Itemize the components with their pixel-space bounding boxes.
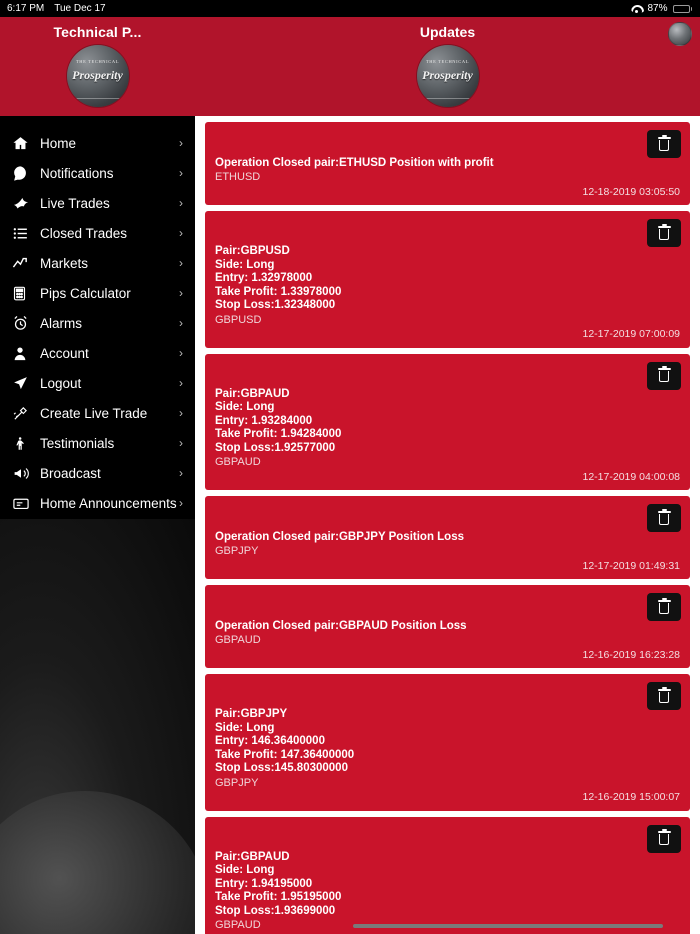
- main-header: [195, 17, 700, 116]
- sidebar-item-broadcast[interactable]: [0, 458, 195, 488]
- update-detail-line: Pair:GBPUSD: [215, 245, 290, 257]
- calculator-icon: [12, 285, 38, 302]
- chevron-right-icon: ›: [179, 226, 183, 240]
- sidebar-title: Technical P...: [53, 24, 142, 40]
- battery-icon: [673, 5, 693, 13]
- trash-icon: [658, 368, 671, 383]
- status-date: Tue Dec 17: [54, 3, 106, 14]
- person-walking-icon: [12, 435, 38, 452]
- update-detail-line: Pair:GBPAUD: [215, 387, 290, 400]
- chart-line-icon: [12, 255, 38, 272]
- update-detail-line: Take Profit: 147.36400000: [215, 748, 355, 761]
- sidebar-item-account[interactable]: [0, 338, 195, 368]
- sidebar-logo-main-text: Prosperity: [72, 68, 123, 82]
- main-logo-main-text: Prosperity: [422, 68, 473, 82]
- update-detail-line: Entry: 1.32978000: [215, 272, 313, 284]
- update-timestamp: 12-17-2019 07:00:09: [582, 328, 680, 340]
- update-detail-lines: [215, 708, 680, 776]
- chevron-right-icon: ›: [179, 286, 183, 300]
- update-symbol: ETHUSD: [215, 171, 261, 183]
- sidebar-item-label: Create Live Trade: [40, 405, 148, 421]
- trash-icon: [658, 511, 671, 526]
- update-body: [215, 619, 680, 662]
- send-icon: [12, 375, 38, 392]
- sidebar-item-label: Account: [40, 345, 89, 361]
- trash-icon: [658, 689, 671, 704]
- sidebar-item-label: Pips Calculator: [40, 285, 131, 301]
- main-logo-top-text: THE TECHNICAL: [425, 59, 470, 64]
- updates-list[interactable]: [195, 116, 700, 934]
- delete-update-button[interactable]: [647, 593, 681, 621]
- delete-update-button[interactable]: [647, 362, 681, 390]
- status-time: 6:17 PM: [7, 3, 45, 14]
- main-logo: [417, 45, 479, 107]
- sidebar-item-label: Notifications: [40, 165, 114, 181]
- sidebar-item-label: Testimonials: [40, 435, 115, 451]
- update-body: [215, 530, 680, 573]
- update-detail-line: Stop Loss:1.92577000: [215, 441, 336, 454]
- update-card[interactable]: [205, 674, 690, 811]
- page-title: Updates: [419, 24, 476, 40]
- update-body: [215, 851, 680, 933]
- update-symbol: GBPAUD: [215, 456, 261, 468]
- update-card[interactable]: [205, 122, 690, 205]
- trash-icon: [658, 831, 671, 846]
- sidebar-item-label: Live Trades: [40, 195, 110, 211]
- delete-update-button[interactable]: [647, 682, 681, 710]
- sidebar-item-markets[interactable]: [0, 248, 195, 278]
- update-timestamp: 12-17-2019 04:00:08: [582, 470, 680, 483]
- chevron-right-icon: ›: [179, 496, 183, 510]
- update-body: [215, 245, 680, 342]
- home-icon: [12, 135, 38, 152]
- sidebar-item-alarms[interactable]: [0, 308, 195, 338]
- sidebar-item-label: Markets: [40, 255, 89, 271]
- chevron-right-icon: ›: [179, 406, 183, 420]
- sidebar-background-image: [0, 519, 195, 934]
- chevron-right-icon: ›: [179, 136, 183, 150]
- wifi-icon: [631, 4, 642, 13]
- update-detail-line: Take Profit: 1.94284000: [215, 428, 342, 440]
- update-body: [215, 156, 680, 199]
- sidebar: [0, 17, 195, 934]
- sidebar-item-label: Home Announcements: [40, 495, 177, 511]
- sidebar-item-closed-trades[interactable]: [0, 218, 195, 248]
- update-detail-line: Entry: 1.93284000: [215, 414, 313, 427]
- trash-icon: [658, 600, 671, 615]
- trash-icon: [658, 226, 671, 241]
- create-trade-icon: [12, 405, 38, 422]
- announcement-icon: [12, 495, 38, 512]
- update-detail-lines: [215, 851, 680, 919]
- update-card[interactable]: [205, 817, 690, 934]
- update-detail-line: Stop Loss:145.80300000: [215, 762, 348, 774]
- update-detail-line: Side: Long: [215, 721, 275, 734]
- sidebar-item-label: Broadcast: [40, 465, 101, 481]
- update-detail-lines: [215, 245, 680, 313]
- update-detail-line: Take Profit: 1.95195000: [215, 891, 342, 903]
- sidebar-item-home[interactable]: [0, 128, 195, 158]
- chevron-right-icon: ›: [179, 256, 183, 270]
- sidebar-item-pips-calculator[interactable]: [0, 278, 195, 308]
- user-icon: [12, 345, 38, 362]
- update-detail-line: Stop Loss:1.32348000: [215, 299, 336, 311]
- horizontal-scrollbar[interactable]: [353, 924, 663, 928]
- delete-update-button[interactable]: [647, 504, 681, 532]
- update-timestamp: 12-16-2019 16:23:28: [582, 648, 680, 661]
- update-detail-line: Pair:GBPJPY: [215, 708, 288, 720]
- sidebar-logo: [67, 45, 129, 107]
- battery-percent-label: 87%: [647, 3, 668, 14]
- status-bar: [0, 0, 700, 17]
- delete-update-button[interactable]: [647, 219, 681, 247]
- broadcast-icon: [12, 465, 38, 482]
- update-symbol: GBPJPY: [215, 545, 259, 557]
- sidebar-item-live-trades[interactable]: [0, 188, 195, 218]
- update-card[interactable]: [205, 211, 690, 348]
- sidebar-item-notifications[interactable]: [0, 158, 195, 188]
- sidebar-header: [0, 17, 195, 116]
- trash-icon: [658, 137, 671, 152]
- update-detail-line: Side: Long: [215, 258, 275, 271]
- sidebar-item-logout[interactable]: [0, 368, 195, 398]
- main-panel: [195, 17, 700, 934]
- update-detail-line: Pair:GBPAUD: [215, 850, 290, 863]
- chevron-right-icon: ›: [179, 466, 183, 480]
- sidebar-item-label: Logout: [40, 375, 82, 391]
- list-icon: [12, 225, 38, 242]
- update-title: Operation Closed pair:GBPAUD Position Loss: [215, 620, 467, 632]
- chevron-right-icon: ›: [179, 196, 183, 210]
- sidebar-item-home-announcements[interactable]: [0, 488, 195, 518]
- update-symbol: GBPAUD: [215, 919, 261, 931]
- chevron-right-icon: ›: [179, 346, 183, 360]
- update-body: [215, 708, 680, 805]
- status-bar-left: [0, 3, 106, 14]
- chevron-right-icon: ›: [179, 166, 183, 180]
- chevron-right-icon: ›: [179, 436, 183, 450]
- notification-bell-icon: [12, 165, 38, 182]
- update-symbol: GBPAUD: [215, 634, 261, 646]
- delete-update-button[interactable]: [647, 825, 681, 853]
- update-detail-line: Stop Loss:1.93699000: [215, 904, 336, 917]
- update-timestamp: 12-16-2019 15:00:07: [582, 791, 680, 803]
- update-card[interactable]: [205, 496, 690, 579]
- avatar[interactable]: [668, 22, 692, 46]
- delete-update-button[interactable]: [647, 130, 681, 158]
- update-detail-line: Side: Long: [215, 401, 275, 413]
- update-card[interactable]: [205, 585, 690, 668]
- update-title: Operation Closed pair:GBPJPY Position Loss: [215, 531, 465, 543]
- sidebar-item-label: Home: [40, 135, 77, 151]
- chevron-right-icon: ›: [179, 316, 183, 330]
- update-timestamp: 12-17-2019 01:49:31: [582, 559, 680, 572]
- sidebar-logo-top-text: THE TECHNICAL: [75, 59, 120, 64]
- sidebar-item-testimonials[interactable]: [0, 428, 195, 458]
- update-timestamp: 12-18-2019 03:05:50: [582, 185, 680, 198]
- sidebar-menu: [0, 116, 195, 519]
- update-detail-line: Entry: 146.36400000: [215, 735, 325, 747]
- update-symbol: GBPJPY: [215, 776, 259, 789]
- sidebar-item-label: Alarms: [40, 315, 83, 331]
- alarm-clock-icon: [12, 315, 38, 332]
- live-trades-icon: [12, 195, 38, 212]
- update-title: Operation Closed pair:ETHUSD Position with profit: [215, 157, 494, 169]
- update-detail-line: Entry: 1.94195000: [215, 877, 313, 890]
- update-body: [215, 388, 680, 485]
- status-bar-right: [631, 3, 700, 14]
- update-detail-line: Side: Long: [215, 864, 275, 876]
- update-detail-line: Take Profit: 1.33978000: [215, 285, 342, 298]
- update-detail-lines: [215, 388, 680, 456]
- update-symbol: GBPUSD: [215, 313, 262, 326]
- chevron-right-icon: ›: [179, 376, 183, 390]
- update-card[interactable]: [205, 354, 690, 491]
- sidebar-item-label: Closed Trades: [40, 225, 128, 241]
- sidebar-item-create-live-trade[interactable]: [0, 398, 195, 428]
